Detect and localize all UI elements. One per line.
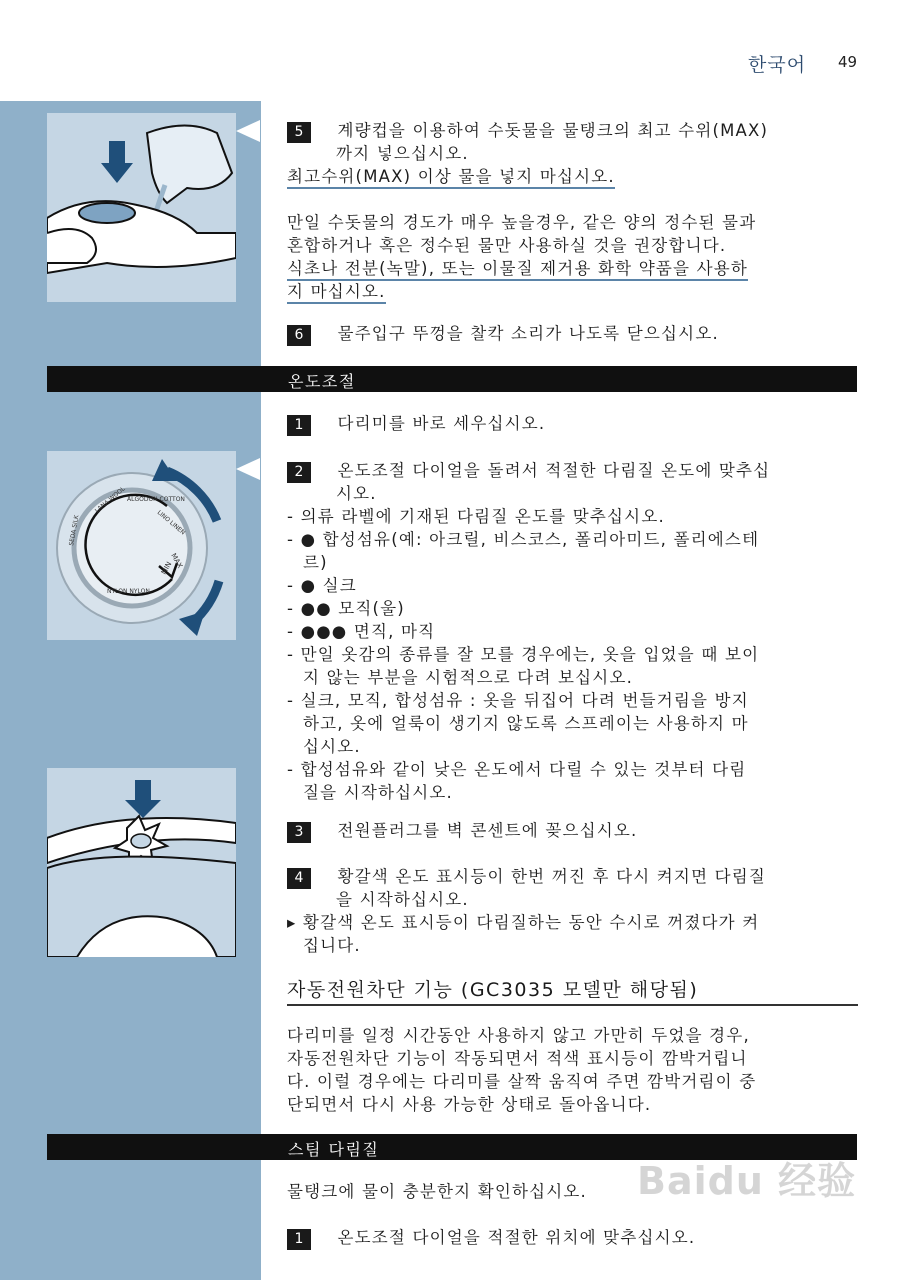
auto-off-text-1: 다리미를 일정 시간동안 사용하지 않고 가만히 두었을 경우,	[287, 1026, 750, 1045]
bullet-wool: - ●● 모직(울)	[287, 599, 405, 618]
note-indicator: ▸ 황갈색 온도 표시등이 다림질하는 동안 수시로 꺼졌다가 켜	[287, 913, 760, 932]
section-title: 스팀 다림질	[288, 1140, 380, 1159]
bullet-start-low-continued: 질을 시작하십시오.	[303, 783, 454, 802]
indicator-drawing	[47, 768, 236, 957]
step-number: 1	[287, 1229, 311, 1250]
bullet-synthetics-continued: 르)	[303, 553, 328, 572]
step-number: 4	[287, 868, 311, 889]
bullet-label: - 의류 라벨에 기재된 다림질 온도를 맞추십시오.	[287, 507, 665, 526]
bullet-inside-out: - 실크, 모직, 합성섬유 : 옷을 뒤집어 다려 번들거림을 방지	[287, 691, 749, 710]
step-number: 2	[287, 462, 311, 483]
section-bar-temperature	[47, 366, 857, 392]
callout-pointer	[236, 458, 260, 480]
page-number: 49	[838, 53, 858, 71]
fill-water-drawing	[47, 113, 236, 302]
bullet-unknown-fabric-continued: 지 않는 부분을 시험적으로 다려 보십시오.	[303, 668, 634, 687]
temp-step-2-continued: 시오.	[336, 484, 377, 503]
dial-label-max: MAX	[169, 552, 185, 570]
callout-pointer	[236, 120, 260, 142]
step-number: 5	[287, 122, 311, 143]
warning-vinegar-continued: 지 마십시오.	[287, 282, 386, 304]
warning-vinegar-line1	[287, 257, 748, 280]
indicator-light-illustration	[47, 768, 236, 957]
header-language: 한국어	[748, 54, 807, 76]
bullet-cotton-linen: - ●●● 면직, 마직	[287, 622, 436, 641]
temperature-dial-illustration	[47, 451, 236, 640]
step-text: 다리미를 바로 세우십시오.	[337, 414, 546, 433]
auto-off-heading: 자동전원차단 기능 (GC3035 모델만 해당됨)	[287, 979, 699, 1001]
heading-rule	[287, 1004, 858, 1006]
step-5	[287, 119, 768, 143]
bullet-inside-out-continued: 하고, 옷에 얼룩이 생기지 않도록 스프레이는 사용하지 마	[303, 714, 749, 733]
temp-step-3	[287, 819, 637, 843]
step-5-continued: 까지 넣으십시오.	[336, 144, 469, 163]
hard-water-note-2: 혼합하거나 혹은 정수된 물만 사용하실 것을 권장합니다.	[287, 236, 727, 255]
dial-label-silk: SEDA SILK	[68, 514, 81, 547]
temp-step-4-continued: 을 시작하십시오.	[336, 890, 469, 909]
warning-vinegar: 식초나 전분(녹말), 또는 이물질 제거용 화학 약품을 사용하	[287, 259, 748, 281]
rotate-arrow-icon	[179, 611, 205, 636]
dial-label-cotton: ALGODON COTTON	[127, 496, 185, 503]
step-text: 온도조절 다이얼을 돌려서 적절한 다림질 온도에 맞추십	[337, 461, 771, 480]
note-indicator-continued: 집니다.	[303, 936, 361, 955]
temp-step-4	[287, 865, 766, 889]
hard-water-note-1: 만일 수돗물의 경도가 매우 높을경우, 같은 양의 정수된 물과	[287, 213, 757, 232]
step-text: 황갈색 온도 표시등이 한번 꺼진 후 다시 켜지면 다림질	[337, 867, 767, 886]
step-text: 물주입구 뚜껑을 찰칵 소리가 나도록 닫으십시오.	[337, 324, 719, 343]
section-title: 온도조절	[288, 372, 356, 391]
bullet-synthetics: - ● 합성섬유(예: 아크릴, 비스코스, 폴리아미드, 폴리에스테	[287, 530, 760, 549]
fill-water-illustration	[47, 113, 236, 302]
bullet-start-low: - 합성섬유와 같이 낮은 온도에서 다릴 수 있는 것부터 다림	[287, 760, 747, 779]
dial-drawing	[47, 451, 236, 640]
step-text: 계량컵을 이용하여 수돗물을 물탱크의 최고 수위(MAX)	[337, 121, 769, 140]
watermark: Baidu 经验	[637, 1159, 857, 1203]
bullet-unknown-fabric: - 만일 옷감의 종류를 잘 모를 경우에는, 옷을 입었을 때 보이	[287, 645, 760, 664]
dial-label-min: MIN	[159, 560, 174, 576]
step-number: 3	[287, 822, 311, 843]
warning-max-line	[287, 165, 615, 188]
steam-step-1	[287, 1226, 695, 1250]
auto-off-text-2: 자동전원차단 기능이 작동되면서 적색 표시등이 깜박거립니	[287, 1049, 748, 1068]
step-text: 온도조절 다이얼을 적절한 위치에 맞추십시오.	[337, 1228, 696, 1247]
down-arrow-icon	[125, 780, 161, 818]
steam-intro: 물탱크에 물이 충분한지 확인하십시오.	[287, 1182, 588, 1201]
down-arrow-icon	[101, 141, 133, 183]
step-number: 1	[287, 415, 311, 436]
bullet-silk: - ● 실크	[287, 576, 357, 595]
warning-vinegar-line2	[287, 280, 386, 303]
temp-step-2	[287, 459, 770, 483]
dial-label-linen: LINO LINEN	[155, 509, 187, 537]
step-number: 6	[287, 325, 311, 346]
step-text: 전원플러그를 벽 콘센트에 꽂으십시오.	[337, 821, 638, 840]
step-6	[287, 322, 719, 346]
auto-off-text-3: 다. 이럴 경우에는 다리미를 살짝 움직여 주면 깜박거림이 중	[287, 1072, 757, 1091]
auto-off-text-4: 단되면서 다시 사용 가능한 상태로 돌아옵니다.	[287, 1095, 652, 1114]
temp-step-1	[287, 412, 545, 436]
dial-label-wool: LANA WOOL	[93, 485, 127, 515]
bullet-inside-out-end: 십시오.	[303, 737, 361, 756]
dial-label-nylon: NYLON NYLON	[107, 588, 150, 595]
warning-max: 최고수위(MAX) 이상 물을 넣지 마십시오.	[287, 167, 615, 189]
